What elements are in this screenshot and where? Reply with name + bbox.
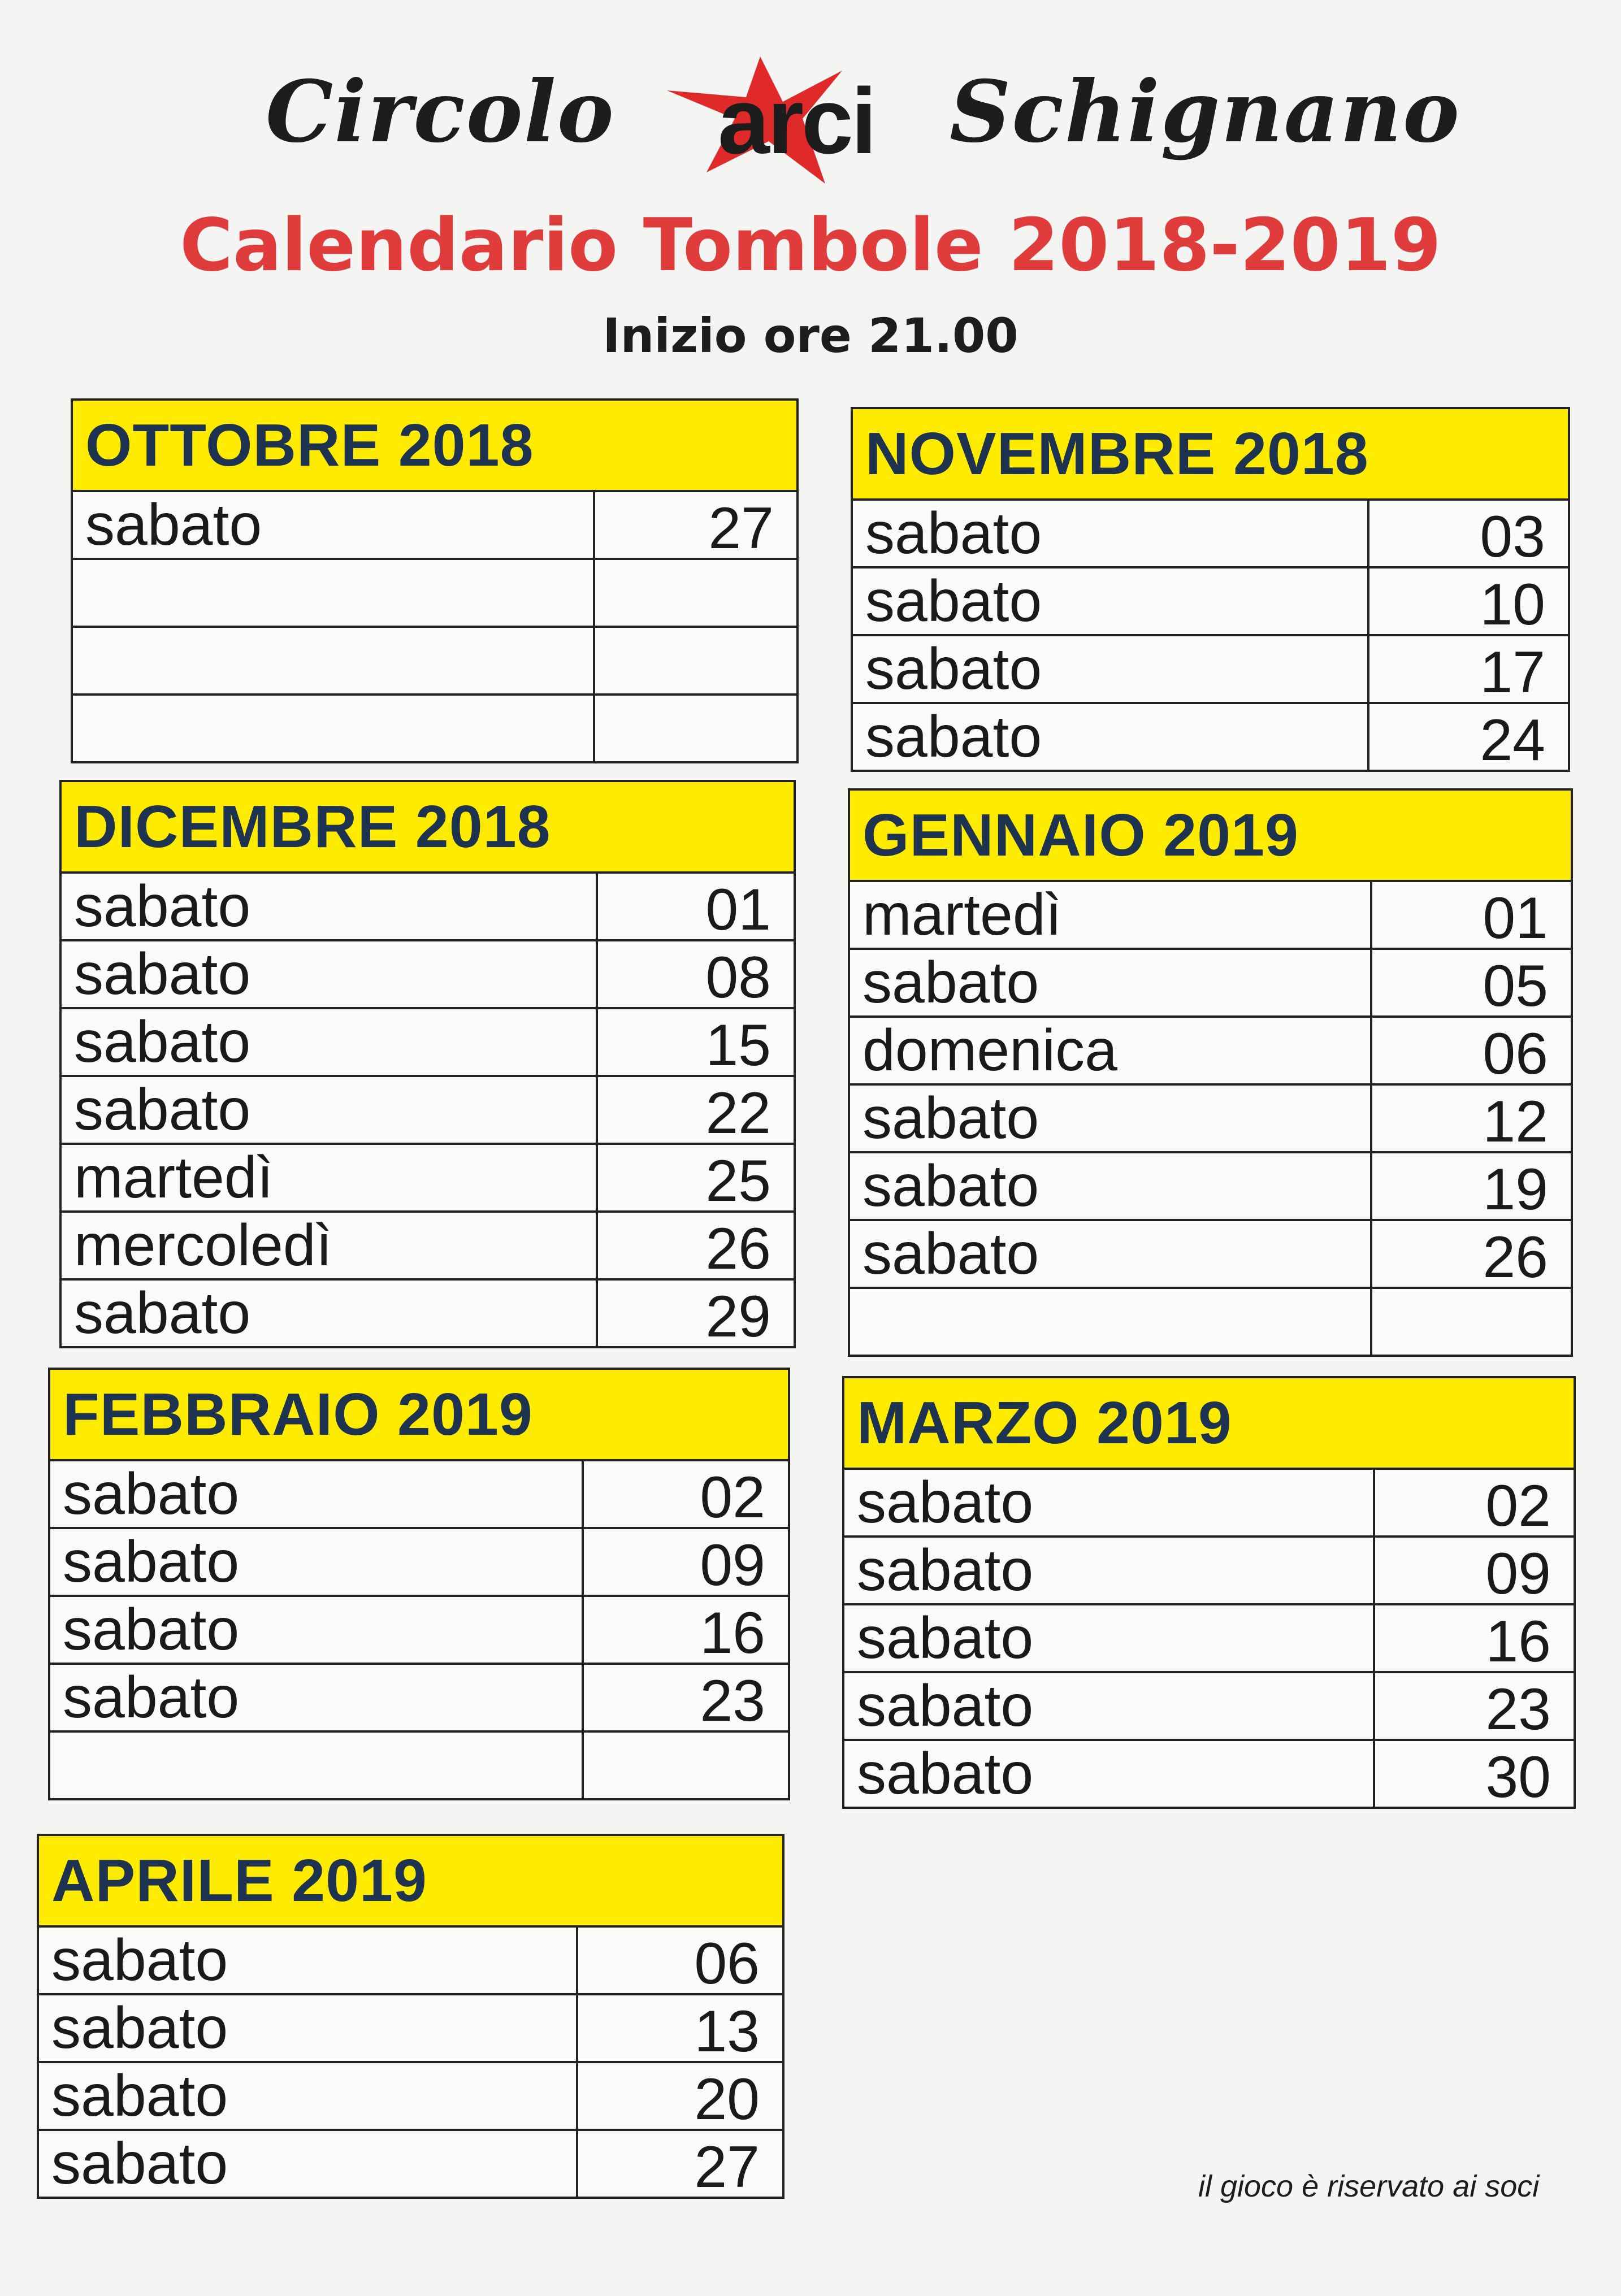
day-number-cell: 25 bbox=[705, 1148, 771, 1214]
day-number-cell: 09 bbox=[1485, 1541, 1551, 1607]
day-number-cell: 01 bbox=[1483, 886, 1548, 951]
weekday-cell: sabato bbox=[844, 1605, 1375, 1671]
weekday-cell: sabato bbox=[50, 1597, 584, 1663]
day-number-cell: 03 bbox=[1480, 504, 1545, 570]
date-row bbox=[73, 492, 796, 560]
date-row bbox=[73, 628, 796, 696]
weekday-cell: sabato bbox=[50, 1529, 584, 1595]
day-number-cell bbox=[595, 628, 796, 693]
weekday-cell bbox=[73, 696, 595, 761]
date-row bbox=[844, 1470, 1574, 1538]
weekday-cell: sabato bbox=[853, 704, 1369, 770]
date-row bbox=[853, 704, 1568, 773]
page-subtitle: Inizio ore 21.00 bbox=[603, 308, 1018, 363]
weekday-cell: sabato bbox=[73, 492, 595, 558]
month-table bbox=[851, 407, 1570, 772]
month-header: OTTOBRE 2018 bbox=[73, 401, 796, 492]
weekday-cell: sabato bbox=[844, 1741, 1375, 1807]
day-number-cell: 29 bbox=[705, 1284, 771, 1349]
date-row bbox=[50, 1597, 788, 1665]
logo-text-circolo: Circolo bbox=[266, 62, 615, 162]
date-row bbox=[62, 1145, 794, 1213]
weekday-cell: sabato bbox=[62, 1009, 598, 1075]
day-number-cell: 05 bbox=[1483, 953, 1548, 1019]
weekday-cell: mercoledì bbox=[62, 1213, 598, 1278]
date-row bbox=[62, 1213, 794, 1281]
date-row bbox=[73, 696, 796, 761]
day-number-cell: 24 bbox=[1480, 708, 1545, 773]
day-number-cell bbox=[1372, 1289, 1571, 1355]
date-row bbox=[850, 1289, 1571, 1355]
page-title: Calendario Tombole 2018-2019 bbox=[180, 203, 1441, 288]
day-number-cell: 12 bbox=[1483, 1089, 1548, 1154]
weekday-cell: sabato bbox=[39, 2131, 578, 2197]
date-row bbox=[850, 1018, 1571, 1086]
date-row bbox=[39, 1995, 782, 2063]
weekday-cell: sabato bbox=[850, 950, 1372, 1015]
weekday-cell: sabato bbox=[62, 874, 598, 939]
weekday-cell: sabato bbox=[844, 1470, 1375, 1535]
month-table bbox=[48, 1368, 790, 1800]
date-row bbox=[50, 1529, 788, 1597]
day-number-cell: 06 bbox=[1483, 1021, 1548, 1087]
date-row bbox=[844, 1538, 1574, 1605]
date-row bbox=[39, 2131, 782, 2200]
day-number-cell: 20 bbox=[694, 2067, 760, 2132]
day-number-cell: 01 bbox=[705, 877, 771, 943]
day-number-cell: 27 bbox=[694, 2134, 760, 2200]
weekday-cell: sabato bbox=[850, 1221, 1372, 1287]
arci-star-logo bbox=[656, 57, 972, 186]
date-row bbox=[853, 501, 1568, 568]
month-header: GENNAIO 2019 bbox=[850, 791, 1571, 882]
day-number-cell: 08 bbox=[705, 945, 771, 1010]
weekday-cell: sabato bbox=[39, 1928, 578, 1993]
weekday-cell bbox=[73, 628, 595, 693]
day-number-cell: 27 bbox=[708, 496, 774, 561]
day-number-cell bbox=[595, 696, 796, 761]
date-row bbox=[850, 950, 1571, 1018]
date-row bbox=[73, 560, 796, 628]
day-number-cell: 26 bbox=[705, 1216, 771, 1282]
day-number-cell: 06 bbox=[694, 1931, 760, 1996]
day-number-cell: 26 bbox=[1483, 1225, 1548, 1290]
date-row bbox=[62, 874, 794, 941]
day-number-cell: 19 bbox=[1483, 1157, 1548, 1222]
date-row bbox=[50, 1665, 788, 1733]
date-row bbox=[844, 1673, 1574, 1741]
weekday-cell: sabato bbox=[50, 1461, 584, 1527]
weekday-cell bbox=[50, 1733, 584, 1798]
weekday-cell: sabato bbox=[62, 1281, 598, 1346]
day-number-cell bbox=[595, 560, 796, 626]
weekday-cell: sabato bbox=[62, 941, 598, 1007]
day-number-cell: 22 bbox=[705, 1080, 771, 1146]
date-row bbox=[850, 1221, 1571, 1289]
day-number-cell: 17 bbox=[1480, 640, 1545, 705]
month-table bbox=[37, 1834, 785, 2199]
weekday-cell: sabato bbox=[853, 636, 1369, 702]
month-header: APRILE 2019 bbox=[39, 1836, 782, 1928]
weekday-cell: sabato bbox=[62, 1077, 598, 1143]
date-row bbox=[62, 941, 794, 1009]
weekday-cell: domenica bbox=[850, 1018, 1372, 1083]
month-table bbox=[71, 398, 799, 763]
weekday-cell: sabato bbox=[844, 1673, 1375, 1739]
month-table bbox=[59, 780, 796, 1348]
month-header: NOVEMBRE 2018 bbox=[853, 409, 1568, 501]
weekday-cell: sabato bbox=[850, 1153, 1372, 1219]
month-header: FEBBRAIO 2019 bbox=[50, 1370, 788, 1461]
day-number-cell bbox=[584, 1733, 788, 1798]
day-number-cell: 15 bbox=[705, 1013, 771, 1078]
weekday-cell: sabato bbox=[39, 2063, 578, 2129]
day-number-cell: 10 bbox=[1480, 572, 1545, 637]
date-row bbox=[62, 1281, 794, 1349]
month-header: MARZO 2019 bbox=[844, 1378, 1574, 1470]
date-row bbox=[62, 1009, 794, 1077]
weekday-cell: sabato bbox=[844, 1538, 1375, 1603]
date-row bbox=[50, 1733, 788, 1798]
day-number-cell: 16 bbox=[700, 1600, 765, 1666]
date-row bbox=[39, 1928, 782, 1995]
date-row bbox=[853, 636, 1568, 704]
date-row bbox=[850, 1086, 1571, 1153]
circolo-arci-logo bbox=[266, 40, 1460, 175]
day-number-cell: 23 bbox=[700, 1668, 765, 1734]
day-number-cell: 02 bbox=[700, 1465, 765, 1530]
weekday-cell: sabato bbox=[853, 501, 1369, 566]
date-row bbox=[50, 1461, 788, 1529]
logo-text-arci: arci bbox=[718, 69, 875, 173]
date-row bbox=[844, 1605, 1574, 1673]
month-header: DICEMBRE 2018 bbox=[62, 782, 794, 874]
weekday-cell bbox=[850, 1289, 1372, 1355]
weekday-cell: sabato bbox=[39, 1995, 578, 2061]
date-row bbox=[850, 1153, 1571, 1221]
logo-text-schignano: Schignano bbox=[950, 62, 1460, 162]
month-table bbox=[842, 1376, 1576, 1809]
day-number-cell: 30 bbox=[1485, 1744, 1551, 1810]
footer-note: il gioco è riservato ai soci bbox=[1198, 2169, 1540, 2203]
weekday-cell: sabato bbox=[850, 1086, 1372, 1151]
day-number-cell: 02 bbox=[1485, 1473, 1551, 1539]
page-header bbox=[0, 0, 1621, 384]
weekday-cell: martedì bbox=[850, 882, 1372, 948]
date-row bbox=[844, 1741, 1574, 1810]
month-table bbox=[848, 788, 1573, 1357]
weekday-cell: sabato bbox=[853, 568, 1369, 634]
date-row bbox=[853, 568, 1568, 636]
weekday-cell: martedì bbox=[62, 1145, 598, 1210]
day-number-cell: 13 bbox=[694, 1999, 760, 2064]
date-row bbox=[39, 2063, 782, 2131]
weekday-cell: sabato bbox=[50, 1665, 584, 1730]
date-row bbox=[850, 882, 1571, 950]
date-row bbox=[62, 1077, 794, 1145]
weekday-cell bbox=[73, 560, 595, 626]
day-number-cell: 09 bbox=[700, 1533, 765, 1598]
day-number-cell: 23 bbox=[1485, 1677, 1551, 1742]
day-number-cell: 16 bbox=[1485, 1609, 1551, 1674]
